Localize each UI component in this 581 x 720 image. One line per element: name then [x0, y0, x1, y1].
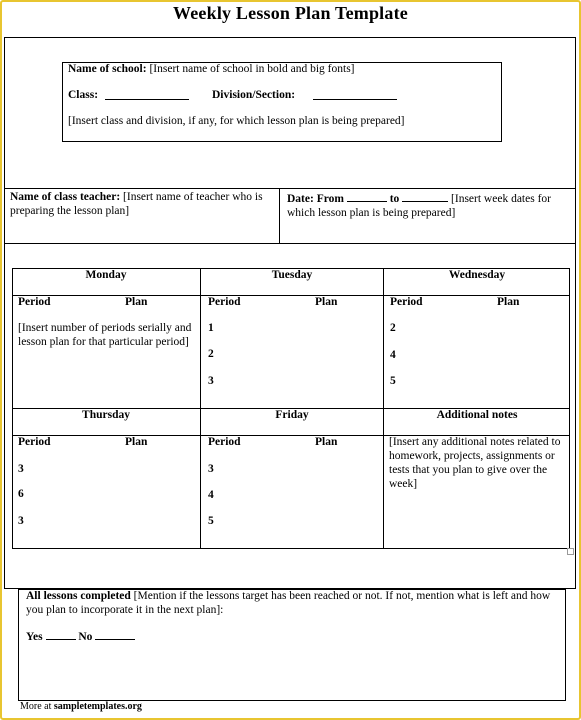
class-label: Class: [68, 89, 99, 101]
teacher-row-top-line [4, 188, 576, 189]
school-name-hint: [Insert name of school in bold and big fonts] [149, 63, 355, 75]
dates-hint: [Insert week dates for which lesson plan is being prepared] [287, 193, 551, 219]
wednesday-header: Wednesday [448, 269, 506, 281]
class-hint: [Insert class and division, if any, for which lesson plan is being prepared] [68, 115, 405, 127]
school-name-line [68, 62, 355, 76]
thursday-period-1: 3 [18, 463, 24, 475]
friday-period-2: 4 [208, 489, 214, 501]
thursday-period-3: 3 [18, 515, 24, 527]
date-from-blank[interactable] [347, 190, 387, 202]
completion-text [26, 589, 562, 617]
class-blank[interactable] [105, 88, 189, 100]
monday-plan-label: Plan [125, 296, 148, 308]
date-to-blank[interactable] [402, 190, 448, 202]
yes-label: Yes [26, 631, 43, 643]
monday-header: Monday [85, 269, 127, 281]
thursday-period-label: Period [18, 436, 51, 448]
completion-hint: [Mention if the lessons target has been reached or not. If not, mention what is left and how you plan to incorporate it in the next plan]: [26, 590, 551, 616]
date-from-label: Date: From [287, 193, 344, 205]
teacher-hint: [Insert name of teacher who is preparing the lesson plan] [10, 191, 263, 217]
completion-label: All lessons completed [26, 590, 131, 602]
tuesday-period-1: 1 [208, 322, 214, 334]
yes-blank[interactable] [46, 628, 76, 640]
division-label: Division/Section: [212, 89, 296, 101]
footer-site-link[interactable]: sampletemplates.org [53, 701, 142, 712]
school-name-label: Name of school: [68, 63, 147, 75]
additional-notes-text: [Insert any additional notes related to homework, projects, assignments or tests that you plan to give over the week] [389, 436, 561, 490]
date-to-label: to [389, 193, 400, 205]
wednesday-plan-label: Plan [497, 296, 520, 308]
table-resize-handle[interactable] [567, 548, 574, 555]
page-title: Weekly Lesson Plan Template [173, 3, 408, 23]
tuesday-header: Tuesday [271, 269, 313, 281]
wednesday-period-3: 5 [390, 375, 396, 387]
additional-notes-header: Additional notes [436, 409, 518, 421]
footer [20, 701, 142, 712]
thursday-plan-label: Plan [125, 436, 148, 448]
thursday-period-2: 6 [18, 488, 24, 500]
wednesday-period-label: Period [390, 296, 423, 308]
tuesday-period-2: 2 [208, 348, 214, 360]
teacher-cell [10, 190, 278, 218]
wednesday-period-2: 4 [390, 349, 396, 361]
dates-cell [287, 190, 571, 220]
yes-no-line [26, 628, 135, 644]
friday-plan-label: Plan [315, 436, 338, 448]
wednesday-period-1: 2 [390, 322, 396, 334]
no-blank[interactable] [95, 628, 135, 640]
tuesday-period-label: Period [208, 296, 241, 308]
friday-period-3: 5 [208, 515, 214, 527]
footer-prefix: More at [20, 701, 52, 712]
no-label: No [78, 631, 93, 643]
tuesday-plan-label: Plan [315, 296, 338, 308]
teacher-label: Name of class teacher: [10, 191, 121, 203]
friday-period-label: Period [208, 436, 241, 448]
thursday-header: Thursday [82, 409, 130, 421]
grid-row1-header-line [12, 295, 570, 296]
teacher-row-divider [279, 188, 280, 243]
friday-header: Friday [275, 409, 309, 421]
division-blank[interactable] [313, 88, 397, 100]
friday-period-1: 3 [208, 463, 214, 475]
monday-note: [Insert number of periods serially and lesson plan for that particular period] [18, 322, 192, 348]
tuesday-period-3: 3 [208, 375, 214, 387]
monday-period-label: Period [18, 296, 51, 308]
teacher-row-bottom-line [4, 243, 576, 244]
